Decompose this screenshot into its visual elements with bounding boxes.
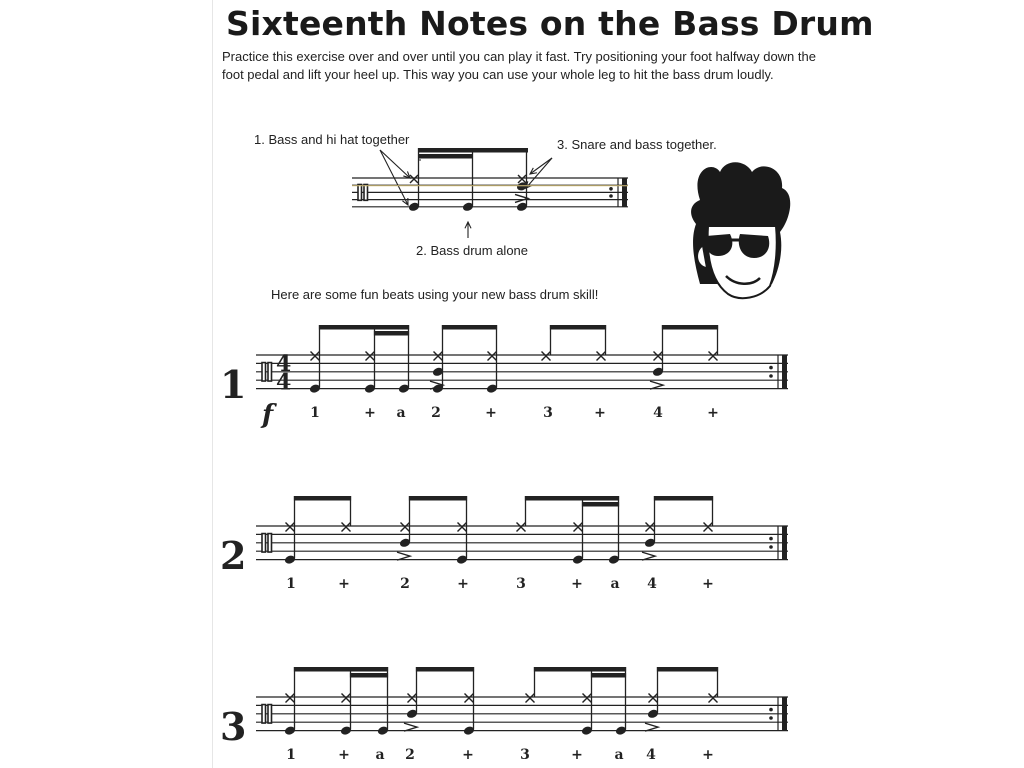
beam [294, 496, 351, 501]
beam [654, 496, 713, 501]
beam [582, 502, 619, 507]
beat-group [284, 496, 351, 565]
percussion-clef [364, 184, 368, 200]
exercise-number-2: 2 [220, 533, 247, 578]
exercise-number-1: 1 [220, 362, 247, 407]
beat-group [526, 667, 628, 736]
accent-mark [650, 381, 663, 389]
beam [534, 667, 626, 672]
count-label: 2 [400, 576, 410, 592]
repeat-dot [769, 537, 773, 541]
count-label: 4 [646, 747, 656, 763]
cartoon-face-icon [691, 162, 790, 298]
beam [374, 331, 409, 336]
final-barline [782, 355, 787, 389]
staff-exercise-1 [256, 325, 788, 396]
accent-mark [645, 723, 658, 731]
beam [525, 496, 619, 501]
count-label: + [462, 747, 474, 763]
arrow-line [530, 158, 552, 174]
percussion-clef [262, 705, 266, 723]
count-label: 4 [647, 576, 657, 592]
final-barline [782, 697, 787, 731]
staff-exercise-3 [256, 667, 788, 736]
count-label: 2 [431, 405, 441, 421]
count-label: 3 [520, 747, 530, 763]
repeat-dot [609, 187, 613, 191]
staff-exercise-2 [256, 496, 788, 565]
repeat-dot [769, 716, 773, 720]
intro-paragraph: Practice this exercise over and over until you can play it fast. Try positioning your foot halfway down the foot pedal and lift your heel up. This way you can use your whole leg to hit the bass drum loudly. [222, 49, 816, 82]
beam [418, 148, 528, 153]
count-label: + [457, 576, 469, 592]
beam [550, 325, 606, 330]
count-label: 3 [543, 405, 553, 421]
time-signature-bottom: 4 [276, 369, 292, 396]
count-label: a [610, 576, 620, 592]
count-label: 4 [653, 405, 663, 421]
count-label: 1 [286, 747, 296, 763]
count-label: + [702, 747, 714, 763]
final-barline [782, 526, 787, 560]
count-label: + [571, 747, 583, 763]
count-label: + [594, 405, 606, 421]
arrow-line [526, 158, 552, 188]
repeat-dot [769, 545, 773, 549]
label-bass-alone: 2. Bass drum alone [416, 243, 529, 258]
time-signature [276, 351, 291, 396]
accent-mark [642, 552, 655, 560]
beam [662, 325, 718, 330]
arrow-line [380, 150, 410, 178]
beam [294, 667, 388, 672]
time-signature-top: 4 [276, 350, 292, 377]
count-label: + [338, 576, 350, 592]
accent-mark [397, 552, 410, 560]
beat-group [309, 325, 410, 394]
count-label: + [485, 405, 497, 421]
count-label: 1 [286, 576, 296, 592]
beam [350, 673, 388, 678]
count-label: + [702, 576, 714, 592]
exercise-number-3: 3 [220, 704, 247, 749]
count-label: 2 [405, 747, 415, 763]
beat-group [517, 496, 621, 565]
repeat-dot [769, 374, 773, 378]
beam [409, 496, 467, 501]
count-label: + [571, 576, 583, 592]
accent-mark [404, 723, 417, 731]
final-barline [622, 178, 627, 207]
beat-group [404, 667, 475, 736]
beam [591, 673, 626, 678]
beat-group [642, 496, 713, 560]
count-label: a [375, 747, 385, 763]
repeat-dot [769, 708, 773, 712]
beat-group [430, 325, 498, 394]
beam [442, 325, 497, 330]
label-snare-bass: 3. Snare and bass together. [557, 137, 717, 152]
page-title: Sixteenth Notes on the Bass Drum [226, 4, 874, 43]
beat-group [284, 667, 389, 736]
beat-group [397, 496, 468, 565]
beam [418, 154, 472, 159]
staff-example [352, 148, 628, 212]
count-label: + [364, 405, 376, 421]
beat-group [645, 667, 718, 731]
beat-group [650, 325, 718, 389]
percussion-clef [358, 184, 362, 200]
count-label: a [396, 405, 406, 421]
percussion-clef [268, 705, 272, 723]
count-label: 3 [516, 576, 526, 592]
count-label: a [614, 747, 624, 763]
percussion-clef [262, 534, 266, 552]
dynamic-forte: f [262, 400, 274, 430]
percussion-clef [262, 363, 266, 381]
beam [319, 325, 409, 330]
beam [657, 667, 718, 672]
count-label: + [338, 747, 350, 763]
repeat-dot [609, 194, 613, 198]
label-bass-hihat: 1. Bass and hi hat together [254, 132, 410, 147]
count-label: 1 [310, 405, 320, 421]
beam [416, 667, 474, 672]
count-label: + [707, 405, 719, 421]
subheading: Here are some fun beats using your new bass drum skill! [271, 287, 599, 302]
percussion-clef [268, 534, 272, 552]
repeat-dot [769, 366, 773, 370]
percussion-clef [268, 363, 272, 381]
